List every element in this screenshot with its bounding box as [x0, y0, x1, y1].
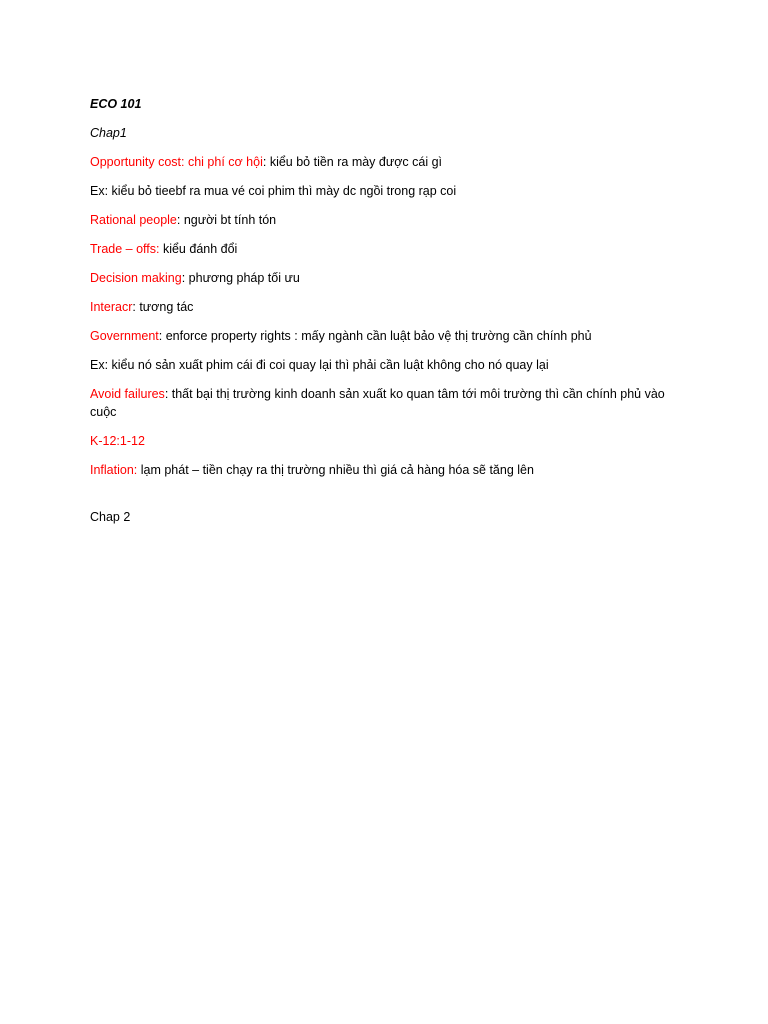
entry-rational-people — [90, 211, 678, 229]
entry-example-2 — [90, 356, 678, 374]
entry-term: Rational people — [90, 213, 177, 227]
entry-avoid-failures — [90, 385, 678, 421]
entry-government — [90, 327, 678, 345]
entry-term: Decision making — [90, 271, 182, 285]
entry-term: Trade – offs: — [90, 242, 160, 256]
entry-term: Inflation: — [90, 463, 138, 477]
entry-text: : người bt tính tón — [176, 213, 277, 227]
entry-text: : kiểu bỏ tiền ra mày được cái gì — [262, 155, 443, 169]
entry-trade-offs — [90, 240, 678, 258]
entry-term: K-12:1-12 — [90, 434, 145, 448]
entry-text: : enforce property rights : mấy ngành cần luật bảo vệ thị trường cần chính phủ — [158, 329, 592, 343]
chapter-1-heading: Chap1 — [90, 126, 127, 140]
blank-line — [90, 490, 678, 508]
entry-inflation — [90, 461, 678, 479]
entry-text: Ex: kiểu bỏ tieebf ra mua vé coi phim thì mày dc ngồi trong rạp coi — [90, 184, 457, 198]
entry-example-1 — [90, 182, 678, 200]
document-title: ECO 101 — [90, 97, 142, 111]
entry-text: : phương pháp tối ưu — [181, 271, 300, 285]
chapter-2-heading: Chap 2 — [90, 510, 131, 524]
entry-interacr — [90, 298, 678, 316]
entry-text: kiểu đánh đổi — [159, 242, 238, 256]
entry-k-12 — [90, 432, 678, 450]
entry-term: Interacr — [90, 300, 133, 314]
entry-term: Avoid failures — [90, 387, 165, 401]
entry-text: Ex: kiểu nó sản xuất phim cái đi coi quay lại thì phải cần luật không cho nó quay lại — [90, 358, 549, 372]
entry-term: Opportunity cost: chi phí cơ hội — [90, 155, 263, 169]
entry-opportunity-cost — [90, 153, 678, 171]
entry-decision-making — [90, 269, 678, 287]
entry-text: lạm phát – tiền chạy ra thị trường nhiều thì giá cả hàng hóa sẽ tăng lên — [137, 463, 534, 477]
entry-term: Government — [90, 329, 159, 343]
entry-text: : thất bại thị trường kinh doanh sản xuất ko quan tâm tới môi trường thì cần chính phủ vào cuộc — [90, 387, 665, 419]
entry-text: : tương tác — [132, 300, 194, 314]
